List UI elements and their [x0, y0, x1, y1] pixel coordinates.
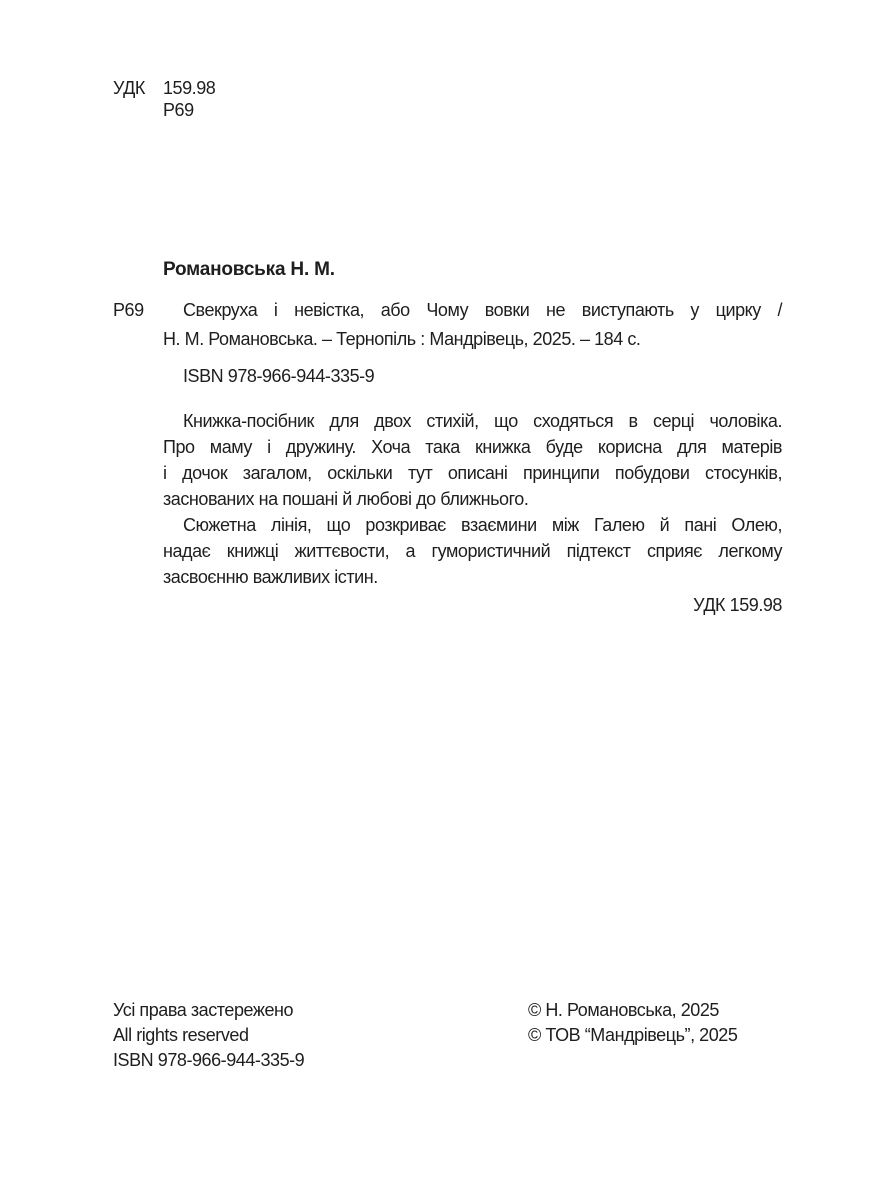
author-heading: Романовська Н. М. — [163, 259, 335, 280]
isbn: ISBN 978-966-944-335-9 — [183, 366, 375, 386]
annotation-line: заснованих на пошані й любові до ближнього. — [163, 489, 529, 509]
rights-en: All rights reserved — [113, 1025, 249, 1045]
annotation-line: Сюжетна лінія, що розкриває взаємини між Галею й пані Олею, — [183, 515, 782, 535]
title-line: Свекруха і невістка, або Чому вовки не виступають у цирку / — [183, 300, 782, 320]
annotation-line: і дочок загалом, оскільки тут описані принципи побудови стосунків, — [163, 463, 782, 483]
author-code: Р69 — [163, 100, 194, 120]
annotation-line: надає книжці життєвости, а гумористичний підтекст сприяє легкому — [163, 541, 782, 561]
rights-ua: Усі права застережено — [113, 1000, 294, 1020]
annotation-line: Про маму і дружину. Хоча така книжка буде корисна для матерів — [163, 437, 782, 457]
record-code: Р69 — [113, 300, 144, 320]
udk-code: 159.98 — [163, 78, 216, 98]
copyright-author: © Н. Романовська, 2025 — [528, 1000, 719, 1020]
title-line: Н. М. Романовська. – Тернопіль : Мандрівець, 2025. – 184 с. — [163, 329, 641, 349]
annotation-line: Книжка-посібник для двох стихій, що сходяться в серці чоловіка. — [183, 411, 782, 431]
footer-isbn: ISBN 978-966-944-335-9 — [113, 1050, 305, 1070]
copyright-publisher: © ТОВ “Мандрівець”, 2025 — [528, 1025, 738, 1045]
udk-index: УДК 159.98 — [693, 595, 782, 615]
udk-label: УДК — [113, 78, 145, 98]
annotation-line: засвоєнню важливих істин. — [163, 567, 378, 587]
